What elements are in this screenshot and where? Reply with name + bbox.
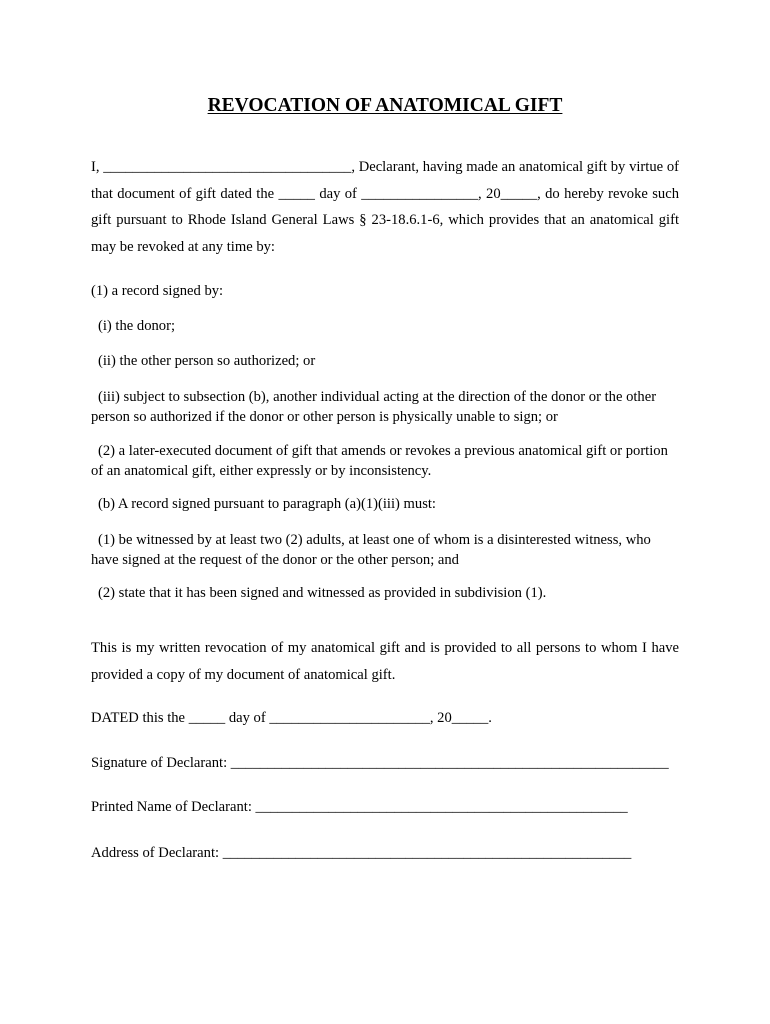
printed-name-line: Printed Name of Declarant: ___________________________________________________ [91, 799, 628, 815]
clause-b: (b) A record signed pursuant to paragraph (a)(1)(iii) must: [98, 496, 436, 512]
clause-a1: (1) a record signed by: [91, 283, 224, 299]
clause-i: (i) the donor; [98, 318, 176, 334]
clause-ii: (ii) the other person so authorized; or [98, 353, 316, 369]
address-line: Address of Declarant: ________________________________________________________ [91, 845, 632, 861]
signature-line: Signature of Declarant: ____________________________________________________________ [91, 755, 669, 771]
clause-b2: (2) state that it has been signed and witnessed as provided in subdivision (1). [98, 585, 547, 601]
clause-a2: (2) a later-executed document of gift that amends or revokes a previous anatomical gift or portion of an anatomical gift, either expressly or by inconsistency. [91, 443, 668, 479]
dated-line: DATED this the _____ day of ______________________, 20_____. [91, 710, 492, 726]
document-title: REVOCATION OF ANATOMICAL GIFT [207, 95, 563, 116]
clause-b1: (1) be witnessed by at least two (2) adults, at least one of whom is a disinterested witness, who have signed at the request of the donor or the other person; and [91, 532, 651, 568]
closing-paragraph: This is my written revocation of my anatomical gift and is provided to all persons to whom I have provided a copy of my document of anatomical gift. [91, 640, 679, 683]
intro-paragraph: I, __________________________________, Declarant, having made an anatomical gift by virtue of that document of gift dated the _____ day of ________________, 20_____, do hereby revoke such gift pursuant to Rhode Island General Laws § 23-18.6.1-6, which provides that an anatomical gift may be revoked at any time by: [91, 159, 679, 255]
clause-iii: (iii) subject to subsection (b), another individual acting at the direction of the donor or the other person so authorized if the donor or other person is physically unable to sign; or [91, 389, 657, 425]
